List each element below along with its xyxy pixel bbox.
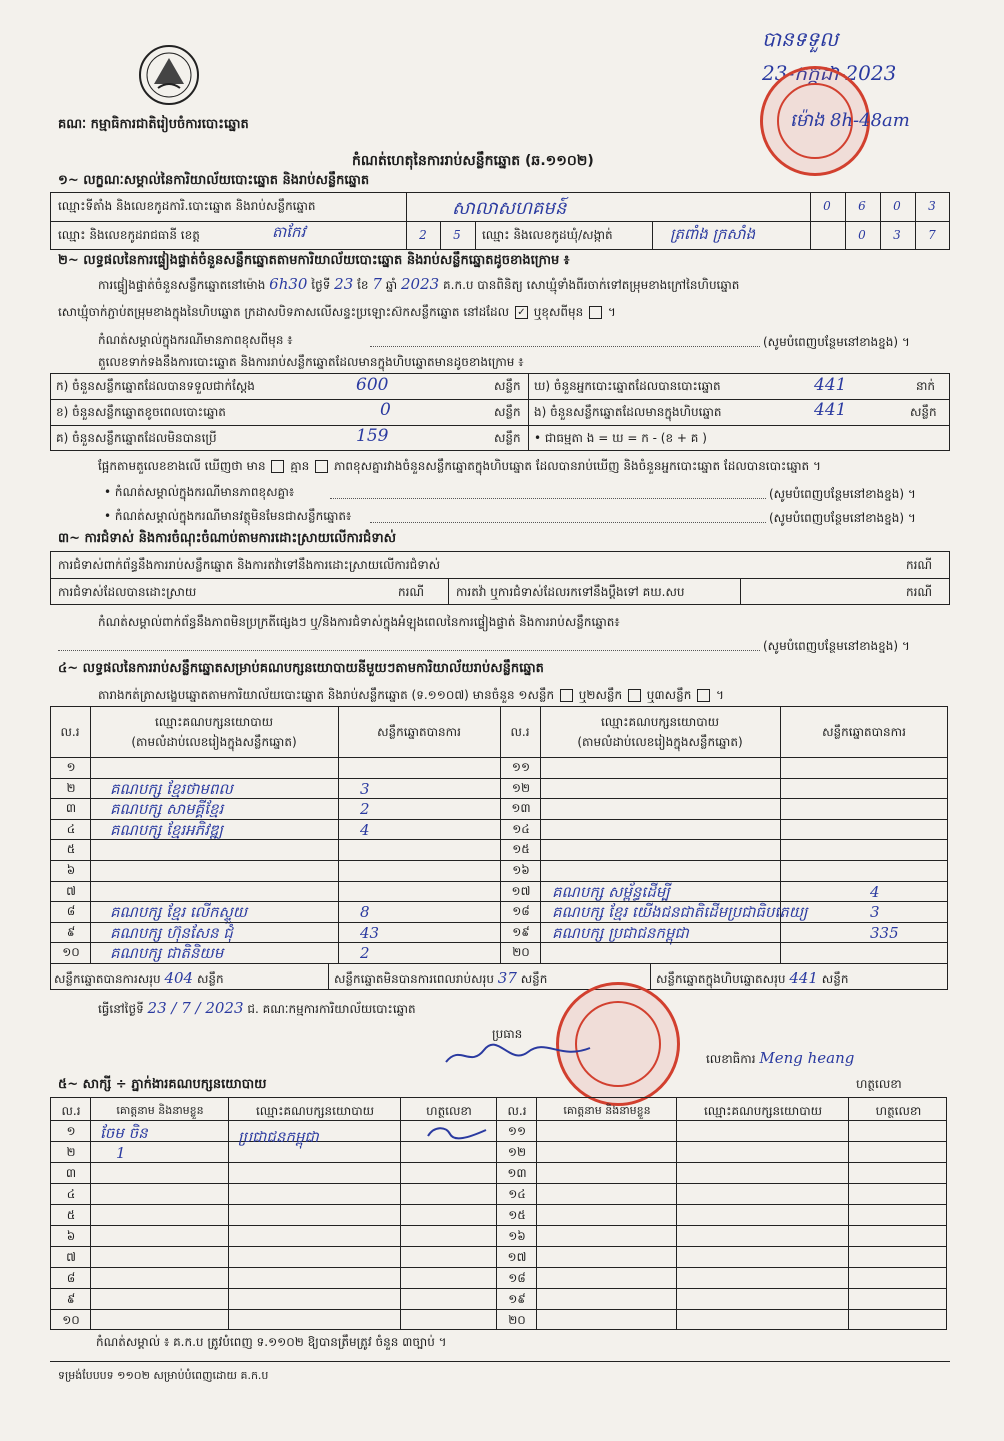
no-difference-checkbox[interactable] [315, 460, 328, 473]
party-name: គណបក្ស ខ្មែរ យើងជនជាតិដើមប្រជាធិបតេយ្យ [552, 903, 808, 922]
party-row-number: ១១ [511, 760, 531, 774]
chair-signature [440, 1038, 600, 1072]
total-box-votes: 441 [789, 969, 818, 987]
party-row-number: ២០ [512, 945, 530, 960]
party-row-number: ១០ [62, 945, 80, 960]
witness-1-signature [420, 1122, 490, 1142]
row-divider [50, 1120, 947, 1121]
party-row-number: ៣ [65, 801, 77, 816]
party-row-number: ៤ [66, 821, 76, 836]
party-row-number: ២ [66, 780, 76, 795]
polling-station-name: សាលាសហគមន៍ [452, 198, 567, 219]
row-divider [50, 839, 948, 840]
party-votes: 4 [360, 820, 370, 839]
party-votes: 4 [870, 882, 880, 901]
row-divider [50, 1225, 947, 1226]
party-row-number: ១២ [511, 780, 531, 795]
witness-row-number: ១៩ [508, 1292, 526, 1306]
party-name: គណបក្ស ហ៊ុនសែន ជុំ [110, 923, 233, 942]
committee-name: គណៈ កម្មាធិការជាតិរៀបចំការបោះឆ្នោត [58, 117, 249, 132]
section2-heading: ២~ លទ្ធផលនៃការផ្ទៀងផ្ទាត់ចំនួនសន្លឹកឆ្នោតតាមការិយាល័យបោះឆ្នោត និងរាប់សន្លឹកឆ្នោតដូចខាងក្រោម ៖ [58, 253, 570, 268]
received-time: ម៉ោង 8h-48am [790, 110, 910, 131]
party-votes: 8 [360, 903, 370, 922]
party-row-number: ៦ [66, 863, 76, 877]
witness-row-number: ១៤ [508, 1187, 526, 1201]
check-day: 23 [334, 275, 354, 293]
received-label: បានទទួល [762, 27, 839, 51]
check-time: 6h30 [269, 275, 308, 293]
province-name: តាកែវ [272, 223, 306, 241]
check-year: 2023 [401, 275, 440, 293]
party-name: គណបក្ស ខ្មែរ លើកស្ទួយ [110, 903, 248, 922]
unused-ballots: 159 [356, 426, 389, 446]
party-name: គណបក្ស ជាតិនិយម [110, 944, 224, 963]
row-divider [50, 922, 948, 923]
row-divider [50, 1288, 947, 1289]
witness-row-number: ១២ [507, 1145, 527, 1159]
received-ballots: 600 [356, 375, 389, 395]
witness-row-number: ២ [66, 1145, 76, 1159]
total-invalid-votes: 37 [497, 969, 517, 987]
witness-row-number: ៩ [66, 1292, 76, 1306]
witness-row-number: ១០ [62, 1313, 80, 1327]
secretary-name: Meng heang [759, 1049, 855, 1067]
party-row-number: ១ [66, 760, 76, 774]
row-divider [50, 1204, 947, 1205]
row-divider [50, 1246, 947, 1247]
signing-date: 23 / 7 / 2023 [147, 999, 244, 1017]
party-row-number: ១៧ [511, 883, 531, 898]
same-checkbox[interactable]: ✓ [515, 306, 528, 319]
witness-row-number: ១៥ [508, 1208, 526, 1222]
changed-checkbox[interactable] [589, 306, 602, 319]
witness-row-number: ៤ [66, 1187, 76, 1201]
footer-note: ទម្រង់បែបបទ ១១០២ សម្រាប់បំពេញដោយ គ.ក.ប [58, 1369, 269, 1382]
witness-row-number: ២០ [508, 1313, 526, 1327]
witness-row-number: ៧ [66, 1250, 76, 1264]
witness-1-party: ប្រជាជនកម្ពុជា [238, 1128, 319, 1146]
party-row-number: ១៥ [512, 842, 530, 857]
witness-row-number: ៨ [66, 1271, 76, 1285]
witness-row-number: ១៨ [508, 1271, 526, 1285]
ballots-in-box: 441 [814, 400, 847, 420]
party-row-number: ៨ [66, 904, 76, 919]
ballot-record-form: គណៈ កម្មាធិការជាតិរៀបចំការបោះឆ្នោត កំណត់ហេតុនៃការរាប់សន្លឹកឆ្នោត (ឆ.១១០២) បានទទួល 23-កក្កដា-2023 ម៉ោង 8h-48am ១~ លក្ខណៈសម្គាល់នៃការិយាល័យបោះឆ្នោត និងរាប់សន្លឹកឆ្នោត ឈ្មោះទីតាំង និងលេខកូដការិ.បោះឆ្នោត និងរាប់សន្លឹកឆ្នោត សាលាសហគមន៍ 0 6 0 3 ឈ្មោះ និងលេខកូដរាជធានី ខេត្ត តាកែវ 2 5 ឈ្មោះ និងលេខកូដឃុំ/សង្កាត់ ត្រពាំង ក្រសាំង 0 3 7 ២~ លទ្ធផលនៃការផ្ទៀងផ្ទាត់ចំនួនសន្លឹកឆ្នោតតាមការិយាល័យបោះឆ្នោត និងរាប់សន្លឹកឆ្នោតដូចខាងក្រោម ៖ ការផ្ទៀងផ្ទាត់ចំនួនសន្លឹកឆ្នោតនៅម៉ោង 6h30 ថ្ងៃទី 23 ខែ 7 ឆ្នាំ 2023 គ.ក.ប បានពិនិត្យ សោឃ្មុំទាំងពីរចាក់ទៅតម្រុមខាងក្រៅនៃហិបឆ្នោត សោឃ្មុំចាក់ភ្ជាប់តម្រុមខាងក្នុងនៃហិបឆ្នោត ក្រដាសបិទភាសលើសន្ទះប្រឡោះស៊កសន្លឹកឆ្នោត នៅដដែល ✓ ឬខុសពីមុន ។ កំណត់សម្គាល់ក្នុងករណីមានភាពខុសពីមុន ៖ (សូមបំពេញបន្ថែមនៅខាងខ្នង) ។ តួលេខទាក់ទងនឹងការបោះឆ្នោត និងការរាប់សន្លឹកឆ្នោតដែលមានក្នុងហិបឆ្នោតមានដូចខាងក្រោម ៖ ក) ចំនួនសន្លឹកឆ្នោតដែលបានទទួលជាក់ស្តែង 600 សន្លឹក ខ) ចំនួនសន្លឹកឆ្នោតខូចពេលបោះឆ្នោត 0 សន្លឹក គ) ចំនួនសន្លឹកឆ្នោតដែលមិនបានប្រើ 159 សន្លឹក ឃ) ចំនួនអ្នកបោះឆ្នោតដែលបានបោះឆ្នោត 441 នាក់ ង) ចំនួនសន្លឹកឆ្នោតដែលមានក្នុងហិបឆ្នោត 441 សន្លឹក • ជាធម្មតា ង = ឃ = ក - (ខ + គ ) ផ្អែកតាមតួលេខខាងលើ ឃើញថា មាន គ្មាន ភាពខុសគ្នារវាងចំនួនសន្លឹកឆ្នោតក្នុងហិបឆ្នោត ដែលបានរាប់ឃើញ និងចំនួនអ្នកបោះឆ្នោត ដែលបានបោះឆ្នោត ។ • កំណត់សម្គាល់ក្នុងករណីមានភាពខុសគ្នា៖ (សូមបំពេញបន្ថែមនៅខាងខ្នង) ។ • កំណត់សម្គាល់ក្នុងករណីមានវត្ថុមិនមែនជាសន្លឹកឆ្នោត៖ (សូមបំពេញបន្ថែមនៅខាងខ្នង) ។ ៣~ ការជំទាស់ និងការចំណុះចំណាប់តាមការដោះស្រាយលើការជំទាស់ ការជំទាស់ពាក់ព័ន្ធនឹងការរាប់សន្លឹកឆ្នោត និងការតវ៉ាទៅនឹងការដោះស្រាយលើការជំទាស់ ករណី ការជំទាស់ដែលបានដោះស្រាយ ករណី ការតវ៉ា ឬការជំទាស់ដែលរកទៅនឹងប្ដឹងទៅ គឃ.សប ករណី កំណត់សម្គាល់ពាក់ព័ន្ធនឹងភាពមិនប្រក្រតីផ្សេងៗ ឬ/និងការជំទាស់ក្នុងអំឡុងពេលនៃការផ្ទៀងផ្ទាត់ និងការរាប់សន្លឹកឆ្នោត៖ (សូមបំពេញបន្ថែមនៅខាងខ្នង) ។ ៤~ លទ្ធផលនៃការរាប់សន្លឹកឆ្នោតសម្រាប់គណបក្សនយោបាយនីមួយៗតាមការិយាល័យរាប់សន្លឹកឆ្នោត តារាងកត់ត្រាសង្ខេបឆ្នោតតាមការិយាល័យបោះឆ្នោត និងរាប់សន្លឹកឆ្នោត (ទ.១១០៧) មានចំនួន ១សន្លឹក ឬ២សន្លឹក ឬ៣សន្លឹក ។ ល.រ ឈ្មោះគណបក្សនយោបាយ (តាមលំដាប់លេខរៀងក្នុងសន្លឹកឆ្នោត) សន្លឹកឆ្នោតបានការ ល.រ ឈ្មោះគណបក្សនយោបាយ (តាមលំដាប់លេខរៀងក្នុងសន្លឹកឆ្នោត) សន្លឹកឆ្នោតបានការ ១ ១១ ២ គណបក្ស ខ្មែរថាមពល 3 ១២ ៣ គណបក្ស សាមគ្គីខ្មែរ 2 ១៣ ៤ គណបក្ស ខ្មែរអភិវឌ្ឍ 4 ១៤ ៥ ១៥ ៦ ១៦ ៧ ១៧ គណបក្ស សម្ព័ន្ធដើម្បី 4 ៨ គណបក្ស ខ្មែរ លើកស្ទួយ 8 ១៨ គណបក្ស ខ្មែរ យើងជនជាតិដើមប្រជាធិបតេយ្យ 3 ៩ គណបក្ស ហ៊ុនសែន ជុំ 43 ១៩ គណបក្ស ប្រជាជនកម្ពុជា 335 ១០ គណបក្ស ជាតិនិយម 2 ២០ សន្លឹកឆ្នោតបានការសរុប 404 សន្លឹក សន្លឹកឆ្នោតមិនបានការពេលរាប់សរុប 37 សន្លឹក សន្លឹកឆ្នោតក្នុងហិបឆ្នោតសរុប 441 សន្លឹក ធ្វើនៅថ្ងៃទី 23 / 7 / 2023 ជ. គណៈកម្មការការិយាល័យបោះឆ្នោត ប្រធាន លេខាធិការ Meng heang ហត្ថលេខា ៥~ សាក្សី ÷ ភ្នាក់ងារគណបក្សនយោបាយ ល.រ គោត្តនាម និងនាមខ្លួន ឈ្មោះគណបក្សនយោបាយ ហត្ថលេខា ល.រ គោត្តនាម និងនាមខ្លួន ឈ្មោះគណបក្សនយោបាយ ហត្ថលេខា ១ ១១ ២ ១២ ៣ ១៣ ៤ ១៤ ៥ ១៥ ៦ ១៦ ៧ ១៧ ៨ ១៨ ៩ ១៩ ១០ ២០ ចែម ចិន ប្រជាជនកម្ពុជា 1 កំណត់សម្គាល់ ៖ គ.ក.ប ត្រូវបំពេញ ទ.១១០២ ឱ្យបានត្រឹមត្រូវ ចំនួន ៣ច្បាប់ ។ ទម្រង់បែបបទ ១១០២ សម្រាប់បំពេញដោយ គ.ក.ប [0, 0, 1004, 1441]
row-divider [50, 860, 948, 861]
party-row-number: ១៤ [512, 821, 530, 836]
sheets1-checkbox[interactable] [560, 689, 573, 702]
party-votes: 43 [360, 923, 380, 942]
party-votes: 3 [870, 903, 880, 922]
party-row-number: ៧ [66, 883, 76, 898]
witness-row-number: ៥ [66, 1208, 76, 1222]
form-title: កំណត់ហេតុនៃការរាប់សន្លឹកឆ្នោត (ឆ.១១០២) [352, 153, 594, 169]
party-name: គណបក្ស សាមគ្គីខ្មែរ [110, 800, 224, 819]
voters-count: 441 [814, 375, 847, 395]
row-divider [50, 1183, 947, 1184]
party-row-number: ១៩ [512, 924, 530, 939]
section5-note: កំណត់សម្គាល់ ៖ គ.ក.ប ត្រូវបំពេញ ទ.១១០២ ឱ្យបានត្រឹមត្រូវ ចំនួន ៣ច្បាប់ ។ [96, 1335, 447, 1349]
row-divider [50, 778, 948, 779]
witness-row-number: ១១ [507, 1124, 527, 1138]
party-name: គណបក្ស ប្រជាជនកម្ពុជា [552, 923, 689, 942]
witness-row-number: ១៦ [508, 1229, 526, 1243]
party-row-number: ៩ [66, 924, 76, 939]
party-name: គណបក្ស ខ្មែរអភិវឌ្ឍ [110, 820, 223, 839]
witness-1-name: ចែម ចិន [100, 1124, 148, 1142]
party-row-number: ១៣ [511, 801, 531, 816]
witness-row-number: ១ [66, 1124, 76, 1138]
party-row-number: ១៦ [512, 863, 530, 877]
row-divider [50, 1267, 947, 1268]
total-valid-votes: 404 [164, 969, 194, 987]
row-divider [50, 819, 948, 820]
row-divider [50, 1309, 947, 1310]
party-votes: 335 [870, 923, 899, 942]
check-month: 7 [372, 275, 382, 293]
party-row-number: ១៨ [512, 904, 530, 919]
party-votes: 3 [360, 779, 370, 798]
party-votes: 2 [360, 800, 370, 819]
witness-row-number: ៦ [66, 1229, 76, 1243]
spoiled-ballots: 0 [380, 400, 391, 420]
witness-row-number: ៣ [65, 1166, 77, 1180]
emblem-icon [138, 44, 200, 106]
row-divider [50, 881, 948, 882]
section4-heading: ៤~ លទ្ធផលនៃការរាប់សន្លឹកឆ្នោតសម្រាប់គណបក្សនយោបាយនីមួយៗតាមការិយាល័យរាប់សន្លឹកឆ្នោត [58, 661, 544, 676]
section5-heading: ៥~ សាក្សី ÷ ភ្នាក់ងារគណបក្សនយោបាយ [58, 1077, 267, 1092]
witness-row-number: ១៣ [507, 1166, 527, 1180]
section1-heading: ១~ លក្ខណៈសម្គាល់នៃការិយាល័យបោះឆ្នោត និងរាប់សន្លឹកឆ្នោត [58, 173, 370, 188]
sheets3-checkbox[interactable] [697, 689, 710, 702]
received-date: 23-កក្កដា-2023 [762, 61, 897, 85]
commune-name: ត្រពាំង ក្រសាំង [670, 225, 756, 243]
section3-heading: ៣~ ការជំទាស់ និងការចំណុះចំណាប់តាមការដោះស្រាយលើការជំទាស់ [58, 531, 397, 546]
party-votes: 2 [360, 944, 370, 963]
witness-row-number: ១៧ [507, 1250, 527, 1264]
witness-2-name: 1 [116, 1144, 126, 1162]
party-name: គណបក្ស ខ្មែរថាមពល [110, 779, 233, 798]
sheets2-checkbox[interactable] [628, 689, 641, 702]
has-difference-checkbox[interactable] [271, 460, 284, 473]
party-row-number: ៥ [66, 842, 76, 857]
party-name: គណបក្ស សម្ព័ន្ធដើម្បី [552, 882, 670, 901]
row-divider [50, 1162, 947, 1163]
row-divider [50, 1141, 947, 1142]
